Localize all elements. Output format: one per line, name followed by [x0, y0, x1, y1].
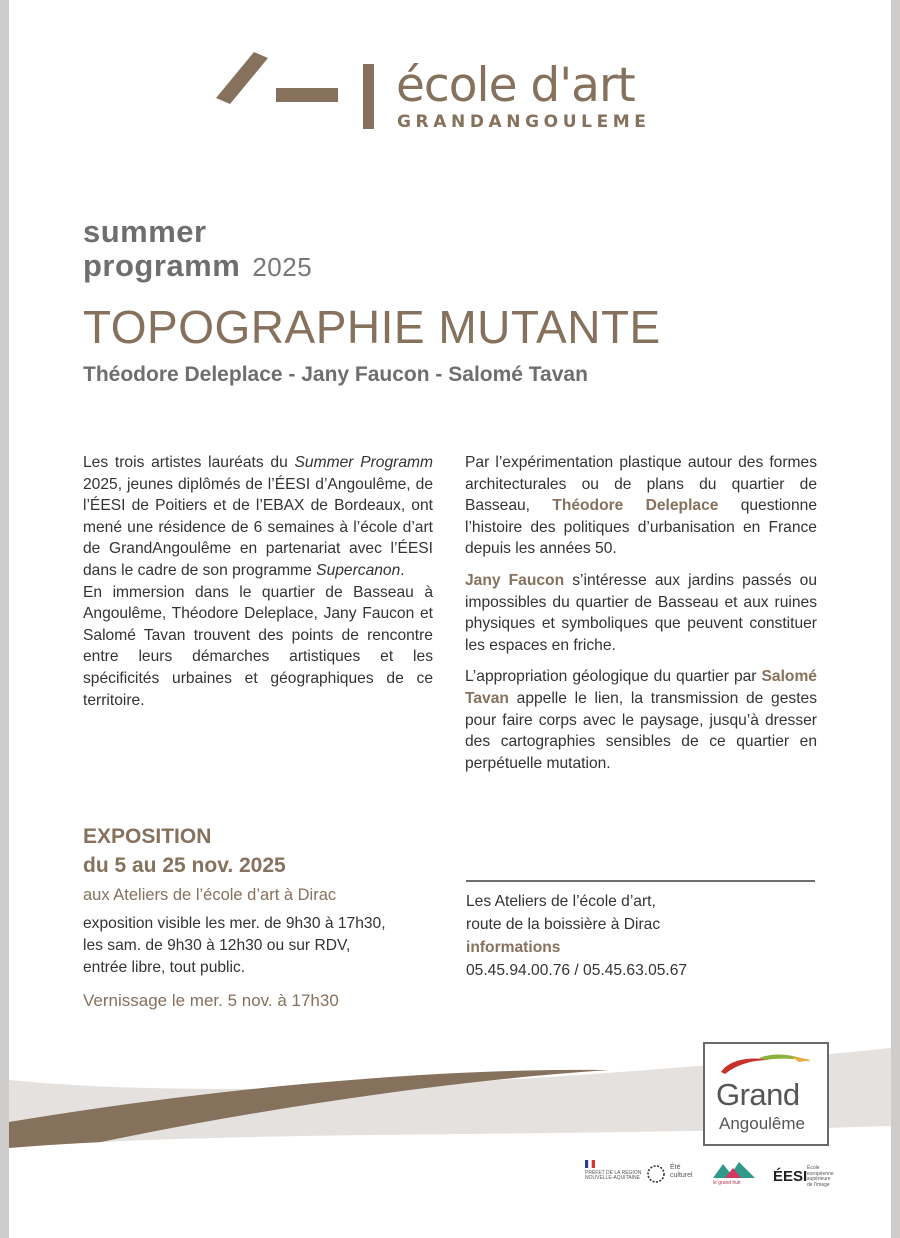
intro-column [83, 452, 433, 711]
info-address-1: Les Ateliers de l’école d’art, [466, 893, 656, 910]
sponsor-ete-culturel: Été culturel [646, 1160, 706, 1200]
exhibition-heading: EXPOSITION [83, 825, 212, 848]
info-block [466, 890, 687, 982]
sponsor-prefet: PRÉFET DE LA RÉGION NOUVELLE-AQUITAINE [585, 1160, 645, 1200]
exhibition-hours: exposition visible les mer. de 9h30 à 17h30, les sam. de 9h30 à 12h30 ou sur RDV, entrée libre, tout public. [83, 915, 386, 976]
grandangouleme-logo [703, 1042, 829, 1146]
info-label: informations [466, 939, 561, 956]
ecole-dart-logo [214, 48, 714, 138]
partner-logo-angouleme: Angoulême [719, 1114, 806, 1133]
sponsor-grand-huit: le grand huit [713, 1160, 759, 1200]
artist-paragraph-deleplace: Par l’expérimentation plastique autour des formes architecturales ou de plans du quartier de Basseau, Théodore Deleplace questionne l’histoire des politiques d’urbanisation en France depuis les années 50. [465, 454, 817, 558]
logo-name: école d'art [396, 58, 635, 113]
exhibition-block [83, 822, 453, 1011]
program-heading [83, 215, 312, 284]
artist-paragraph-tavan: L’appropriation géologique du quartier par Salomé Tavan appelle le lien, la transmission de gestes pour faire corps avec le paysage, jusqu’à dresser des cartographies sensibles de ce quartier en perpétuelle mutation. [465, 668, 817, 772]
page-title: TOPOGRAPHIE MUTANTE [83, 301, 661, 353]
artists-column [465, 452, 817, 784]
program-line1: summer [83, 214, 207, 249]
logo-subtitle: GRANDANGOULEME [397, 112, 651, 132]
artist-paragraph-faucon: Jany Faucon s’intéresse aux jardins passés ou impossibles du quartier de Basseau et aux ruines physiques et symboliques que peuvent constituer les espaces en friche. [465, 571, 818, 654]
partner-logo-grand: Grand [716, 1077, 800, 1112]
exhibition-place: aux Ateliers de l’école d’art à Dirac [83, 886, 337, 904]
info-address-2: route de la boissière à Dirac [466, 916, 661, 933]
intro-paragraph-1: Les trois artistes lauréats du Summer Programm 2025, jeunes diplômés de l’ÉESI d’Angoulême, de l’ÉESI de Poitiers et de l’EBAX de Bordeaux, ont mené une résidence de 6 semaines à l’école d’art de GrandAngoulême en partenariat avec l’ÉESI dans le cadre de son programme Supercanon. [83, 454, 433, 579]
info-phones: 05.45.94.00.76 / 05.45.63.05.67 [466, 962, 688, 979]
mountains-icon [713, 1160, 755, 1178]
artists-line: Théodore Deleplace - Jany Faucon - Salomé Tavan [83, 363, 588, 386]
exhibition-dates: du 5 au 25 nov. 2025 [83, 854, 286, 877]
vernissage: Vernissage le mer. 5 nov. à 17h30 [83, 991, 339, 1010]
marianne-icon [585, 1160, 595, 1168]
sun-icon [646, 1164, 666, 1184]
info-divider [466, 880, 815, 882]
sponsor-eesi: ÉESI École européenne supérieure de l'image [773, 1165, 834, 1188]
program-year: 2025 [252, 252, 313, 282]
swoosh-icon [719, 1050, 815, 1076]
program-line2: programm [83, 248, 241, 283]
logo-mark-icon [214, 48, 389, 138]
poster [9, 0, 891, 1238]
intro-paragraph-2: En immersion dans le quartier de Basseau à Angoulême, Théodore Deleplace, Jany Faucon et Salomé Tavan trouvent des points de rencontre entre leurs démarches artistiques et les spécificités urbaines et géographiques de ce territoire. [83, 583, 433, 709]
